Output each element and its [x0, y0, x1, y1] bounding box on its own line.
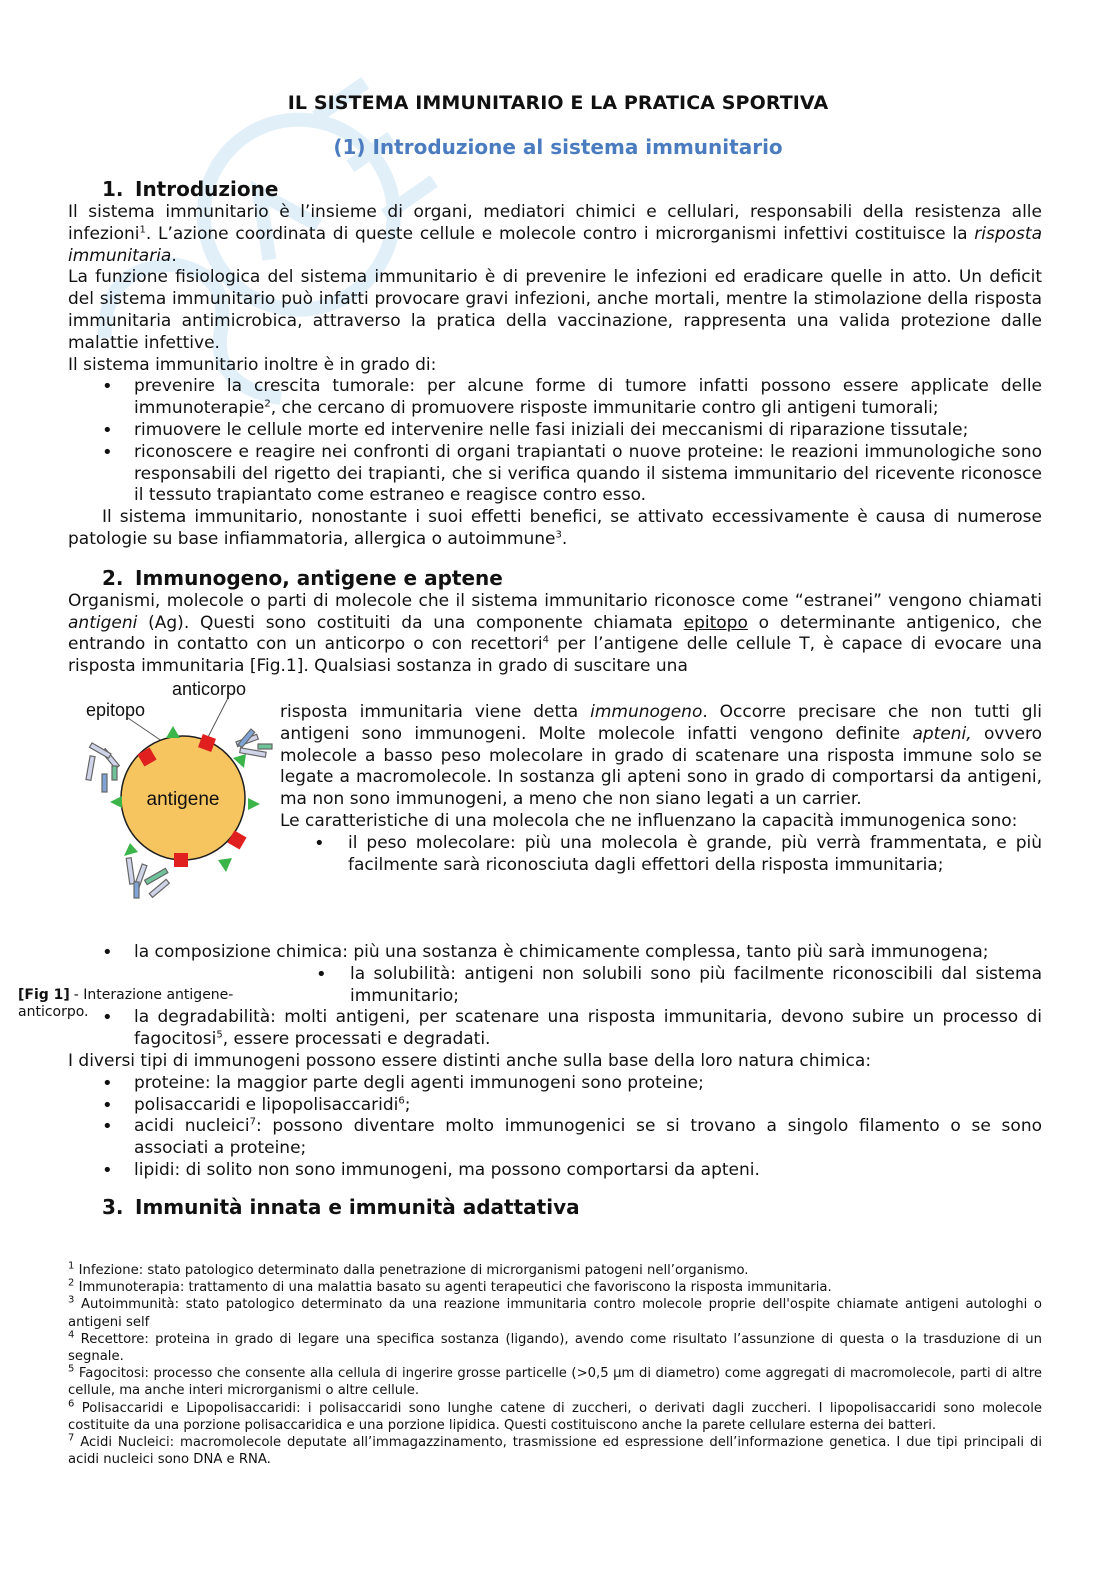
list-item: • prevenire la crescita tumorale: per alcune forme di tumore infatti possono essere applicate delle immunoterapie$^2$, che cercano di promuovere risposte immunitarie contro gli antigeni tumorali; — [68, 376, 1042, 420]
footnotes — [68, 1262, 1042, 1468]
epitope-green — [124, 843, 138, 856]
antibody-icon — [236, 729, 272, 757]
footnote: $^1$ Infezione: stato patologico determinato dalla penetrazione di microrganismi patogeni nell’organismo. — [68, 1260, 749, 1278]
paragraph: Il sistema immunitario è l’insieme di organi, mediatori chimici e cellulari, responsabili della resistenza alle infezioni$^1$. L’azione coordinata di queste cellule e molecole contro i microrganismi infettivi costituisce la risposta immunitaria. — [68, 202, 1042, 266]
section-heading-1: 1. Introduzione — [102, 177, 279, 201]
label-epitopo: epitopo — [86, 699, 146, 720]
antibody-icon — [86, 743, 119, 792]
footnote-ref[interactable]: 3 — [555, 529, 562, 541]
bullet-list — [68, 1073, 1042, 1182]
bullet-list — [280, 833, 1042, 877]
epitope-red — [174, 853, 188, 867]
section-heading-2: 2. Immunogeno, antigene e aptene — [102, 565, 503, 590]
list-item: • la composizione chimica: più una sostanza è chimicamente complessa, tanto più sarà immunogena; — [68, 942, 1042, 964]
footnote: $^7$ Acidi Nucleici: macromolecole deputate all’immagazzinamento, trasmissione ed espressione dell’informazione genetica. I due tipi principali di acidi nucleici sono DNA e RNA. — [68, 1432, 1042, 1468]
list-item: • riconoscere e reagire nei confronti di organi trapiantati o nuove proteine: le reazioni immunologiche sono responsabili del rigetto dei trapianti, che si verifica quando il sistema immunitario del ricevente riconosce il tessuto trapiantato come estraneo e reagisce contro esso. — [68, 442, 1042, 507]
epitope-green — [218, 858, 232, 872]
footnote-ref[interactable]: 2 — [264, 398, 271, 410]
footnote-ref[interactable]: 5 — [216, 1029, 223, 1041]
document-subtitle: (1) Introduzione al sistema immunitario — [333, 135, 783, 159]
footnote-ref[interactable]: 1 — [139, 224, 146, 236]
list-item: • polisaccaridi e lipopolisaccaridi$^6$; — [68, 1095, 1042, 1117]
paragraph: Il sistema immunitario inoltre è in grado di: — [68, 354, 437, 375]
epitope-green — [110, 796, 122, 808]
list-item: • acidi nucleici$^7$: possono diventare molto immunogenici se si trovano a singolo filamento o se sono associati a proteine; — [68, 1116, 1042, 1160]
figure-caption — [18, 987, 258, 1021]
label-antigene: antigene — [146, 788, 220, 810]
footnote: $^5$ Fagocitosi: processo che consente alla cellula di ingerire grosse particelle (>0,5 μm di diametro) come aggregati di macromolecole, parti di altre cellule, ma anche interi microrganismi o altre cellule. — [68, 1363, 1042, 1399]
antigen-antibody-diagram — [68, 678, 280, 910]
figure-caption-tag: [Fig 1] — [18, 987, 70, 1003]
document-body-cont — [68, 942, 1042, 1220]
paragraph: I diversi tipi di immunogeni possono essere distinti anche sulla base della loro natura chimica: — [68, 1050, 872, 1071]
bullet-list — [68, 376, 1042, 507]
figure-adjacent-text — [280, 702, 1042, 876]
list-item: • la degradabilità: molti antigeni, per scatenare una risposta immunitaria, devono subire un processo di fagocitosi$^5$, essere processati e degradati. — [68, 1007, 1042, 1051]
paragraph: Il sistema immunitario, nonostante i suoi effetti benefici, se attivato eccessivamente è causa di numerose patologie su base infiammatoria, allergica o autoimmune$^3$. — [68, 507, 1042, 549]
footnote-ref[interactable]: 4 — [542, 634, 550, 646]
section-heading-3: 3. Immunità innata e immunità adattativa — [102, 1194, 580, 1219]
figure-caption-text: - Interazione antigene-anticorpo. — [18, 987, 234, 1020]
footnote: $^2$ Immunoterapia: trattamento di una malattia basato su agenti terapeutici che favoriscono la risposta immunitaria. — [68, 1277, 832, 1296]
footnote: $^6$ Polisaccaridi e Lipopolisaccaridi: i polisaccaridi sono lunghe catene di zuccheri, o derivati dagli zuccheri. I lipopolisaccaridi sono molecole costituite da una porzione polisaccaridica e una porzione lipidica. Questi costituiscono anche la parete cellulare esterna dei batteri. — [68, 1398, 1042, 1433]
footnote-ref[interactable]: 6 — [398, 1094, 405, 1106]
paragraph: risposta immunitaria viene detta immunogeno. Occorre precisare che non tutti gli antigeni sono immunogeni. Molte molecole infatti vengono definite apteni, ovvero molecole a basso peso molecolare in grado di scatenare una risposta immune solo se legate a macromolecole. In sostanza gli apteni sono in grado di comportarsi da antigeni, ma non sono immunogeni, a meno che non siano legati a un carrier. — [280, 702, 1043, 810]
figure-1 — [68, 678, 280, 910]
list-item: • lipidi: di solito non sono immunogeni, ma possono comportarsi da apteni. — [68, 1160, 1042, 1182]
document-title: IL SISTEMA IMMUNITARIO E LA PRATICA SPORTIVA — [287, 92, 829, 114]
footnote: $^3$ Autoimmunità: stato patologico determinato da una reazione immunitaria contro molecole proprie dell'ospite chiamate antigeni autologhi o antigeni self — [68, 1295, 1042, 1330]
list-item: • la solubilità: antigeni non solubili sono più facilmente riconoscibili dal sistema immunitario; — [282, 964, 1042, 1008]
epitope-green — [248, 798, 260, 810]
footnote: $^4$ Recettore: proteina in grado di legare una specifica sostanza (ligando), avendo come risultato l’assunzione di questa o la trasduzione di un segnale. — [68, 1329, 1042, 1365]
label-anticorpo: anticorpo — [172, 678, 247, 699]
epitope-green — [166, 726, 180, 738]
list-item: • rimuovere le cellule morte ed intervenire nelle fasi iniziali dei meccanismi di riparazione tissutale; — [68, 420, 1042, 442]
list-item: • il peso molecolare: più una molecola è grande, più verrà frammentata, e più facilmente sarà riconosciuta dagli effettori della risposta immunitaria; — [280, 833, 1042, 877]
bullet-list — [282, 964, 1042, 1008]
list-item: • proteine: la maggior parte degli agenti immunogeni sono proteine; — [68, 1073, 1042, 1095]
antibody-icon — [126, 857, 169, 897]
bullet-list — [68, 942, 1042, 964]
paragraph: Organismi, molecole o parti di molecole che il sistema immunitario riconosce come “estranei” vengono chiamati antigeni (Ag). Questi sono costituiti da una componente chiamata epitopo o determinante antigenico, che entrando in contatto con un anticorpo o con recettori$^4$ per l’antigene delle cellule T, è capace di evocare una risposta immunitaria [Fig.1]. Qualsiasi sostanza in grado di suscitare una — [68, 590, 1042, 677]
paragraph: Le caratteristiche di una molecola che ne influenzano la capacità immunogenica sono: — [280, 810, 1018, 831]
paragraph: La funzione fisiologica del sistema immunitario è di prevenire le infezioni ed eradicare quelle in atto. Un deficit del sistema immunitario può infatti provocare gravi infezioni, anche mortali, mentre la stimolazione della risposta immunitaria antimicrobica, attraverso la pratica della vaccinazione, rappresenta una valida protezione dalle malattie infettive. — [68, 267, 1042, 353]
footnote-ref[interactable]: 7 — [249, 1116, 256, 1128]
